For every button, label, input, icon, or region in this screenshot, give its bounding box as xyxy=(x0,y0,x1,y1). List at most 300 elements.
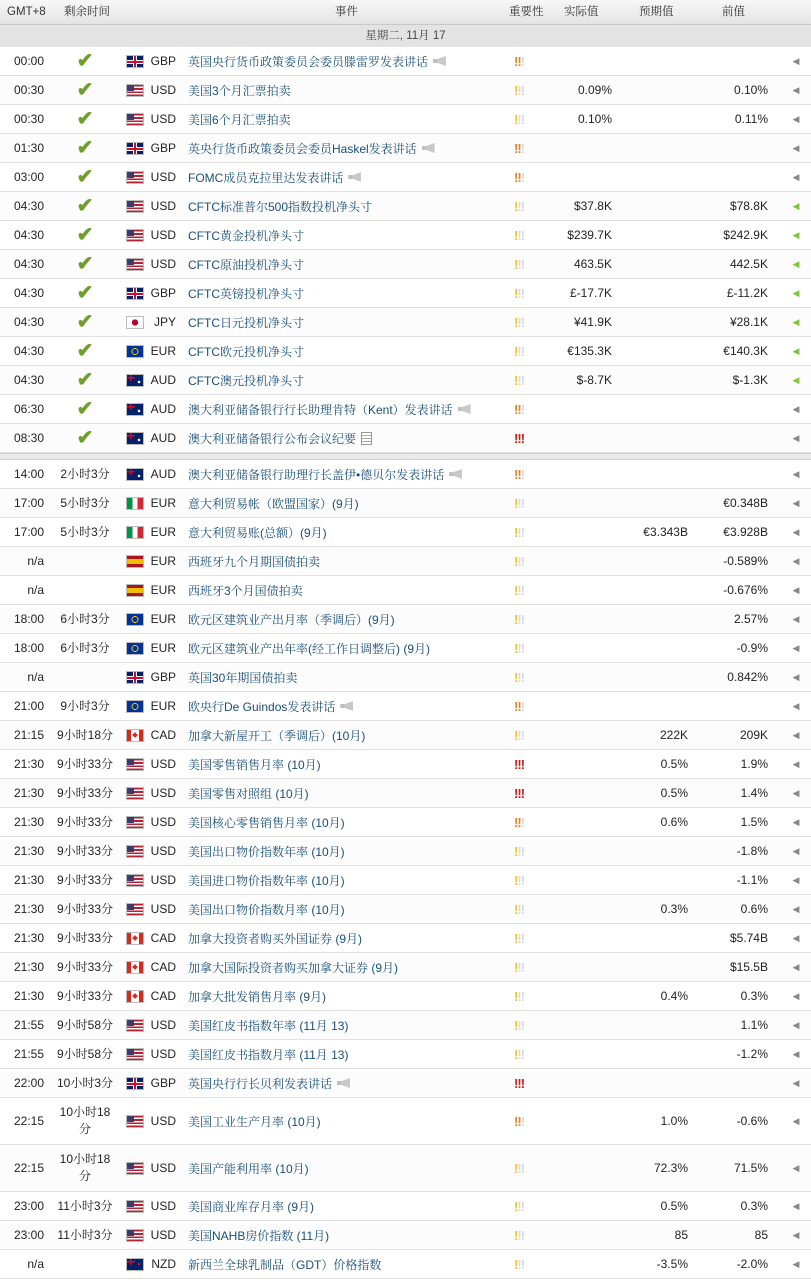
event-link[interactable]: 新西兰全球乳制品（GDT）价格指数 xyxy=(188,1257,382,1272)
importance-mark: ! xyxy=(514,872,518,888)
expand-arrow-icon[interactable]: ◀ xyxy=(792,432,800,443)
table-row[interactable] xyxy=(0,460,811,489)
forecast-value: 0.5% xyxy=(660,1199,688,1213)
event-link[interactable]: 加拿大批发销售月率 (9月) xyxy=(188,989,327,1004)
status-cell xyxy=(54,337,116,365)
table-row[interactable] xyxy=(0,163,811,192)
expand-arrow-icon[interactable]: ◀ xyxy=(792,903,800,914)
table-row[interactable] xyxy=(0,663,811,692)
event-time: 21:55 xyxy=(13,1018,44,1032)
event-link[interactable]: 欧元区建筑业产出年率(经工作日调整后) (9月) xyxy=(188,641,430,656)
importance-cell xyxy=(514,1011,544,1039)
table-row[interactable] xyxy=(0,1221,811,1250)
event-name[interactable] xyxy=(188,779,506,807)
importance-mark: ! xyxy=(514,430,518,446)
expand-arrow-icon[interactable]: ◀ xyxy=(792,729,800,740)
event-name[interactable] xyxy=(188,76,506,104)
expand-arrow-icon[interactable]: ◀ xyxy=(792,526,800,537)
forecast-value xyxy=(620,837,688,865)
event-link[interactable]: 澳大利亚储备银行助理行长盖伊•德贝尔发表讲话 xyxy=(188,467,445,482)
event-name[interactable] xyxy=(188,47,506,75)
table-row[interactable] xyxy=(0,1250,811,1279)
event-time: 04:30 xyxy=(13,373,44,387)
event-time: 04:30 xyxy=(13,199,44,213)
actual-value: $37.8K xyxy=(573,199,612,213)
event-link[interactable]: 英央行货币政策委员会委员Haskel发表讲话 xyxy=(188,141,417,156)
event-link[interactable]: CFTC澳元投机净头寸 xyxy=(188,373,304,388)
table-row[interactable] xyxy=(0,982,811,1011)
event-time: 22:00 xyxy=(13,1076,44,1090)
expand-arrow-icon[interactable]: ◀ xyxy=(792,113,800,124)
importance-cell xyxy=(514,837,544,865)
table-row[interactable] xyxy=(0,779,811,808)
importance-indicator xyxy=(514,141,524,156)
expand-arrow-icon[interactable]: ◀ xyxy=(792,758,800,769)
currency-code: USD xyxy=(150,199,176,213)
expand-arrow-icon[interactable]: ◀ xyxy=(792,1115,800,1126)
table-row[interactable] xyxy=(0,1098,811,1145)
table-row[interactable] xyxy=(0,634,811,663)
importance-mark: ! xyxy=(520,314,525,330)
actual-value xyxy=(548,47,612,75)
table-row[interactable] xyxy=(0,337,811,366)
importance-mark: ! xyxy=(514,843,518,859)
importance-cell xyxy=(514,721,544,749)
table-row[interactable] xyxy=(0,1069,811,1098)
event-link[interactable]: 澳大利亚储备银行行长助理肯特（Kent）发表讲话 xyxy=(188,402,453,417)
expand-arrow-icon[interactable]: ◀ xyxy=(792,1258,800,1269)
flag-icon-cad xyxy=(126,990,144,1003)
expand-arrow-icon[interactable]: ◀ xyxy=(792,1019,800,1030)
remaining-time: 9小时33分 xyxy=(56,930,114,945)
event-name[interactable] xyxy=(188,750,506,778)
forecast-value: 0.4% xyxy=(660,989,688,1003)
actual-value xyxy=(548,808,612,836)
expand-arrow-icon[interactable]: ◀ xyxy=(792,374,800,385)
event-name[interactable] xyxy=(188,808,506,836)
event-name[interactable] xyxy=(188,953,506,981)
event-link[interactable]: 美国零售销售月率 (10月) xyxy=(188,757,321,772)
importance-mark: ! xyxy=(514,111,518,127)
event-link[interactable]: CFTC日元投机净头寸 xyxy=(188,315,304,330)
expand-arrow-icon[interactable]: ◀ xyxy=(792,1077,800,1088)
flag-icon-usd xyxy=(126,1019,144,1032)
importance-indicator xyxy=(514,315,524,330)
expand-arrow-icon[interactable]: ◀ xyxy=(792,555,800,566)
actual-value: £-17.7K xyxy=(569,286,612,300)
event-link[interactable]: CFTC黄金投机净头寸 xyxy=(188,228,304,243)
flag-icon-aud xyxy=(126,374,144,387)
event-time: 04:30 xyxy=(13,344,44,358)
event-link[interactable]: 美国3个月汇票拍卖 xyxy=(188,83,291,98)
importance-indicator xyxy=(514,112,524,127)
event-link[interactable]: 澳大利亚储备银行公布会议纪要 xyxy=(188,431,357,446)
expand-arrow-icon[interactable]: ◀ xyxy=(792,287,800,298)
flag-icon-usd xyxy=(126,1162,144,1175)
actual-value xyxy=(548,953,612,981)
expand-arrow-icon[interactable]: ◀ xyxy=(792,1229,800,1240)
importance-mark: ! xyxy=(514,930,518,946)
table-row[interactable] xyxy=(0,808,811,837)
expand-arrow-icon[interactable]: ◀ xyxy=(792,990,800,1001)
importance-mark: ! xyxy=(514,227,518,243)
table-row[interactable] xyxy=(0,547,811,576)
table-row[interactable] xyxy=(0,605,811,634)
flag-icon-cad xyxy=(126,932,144,945)
speaker-icon xyxy=(348,172,361,182)
table-row[interactable] xyxy=(0,76,811,105)
importance-mark: ! xyxy=(517,785,521,801)
table-row[interactable] xyxy=(0,221,811,250)
event-name[interactable] xyxy=(188,192,506,220)
importance-mark: ! xyxy=(517,553,521,569)
remaining-time: 10小时18分 xyxy=(59,1152,111,1183)
actual-value xyxy=(548,663,612,691)
status-cell xyxy=(54,192,116,220)
event-name[interactable] xyxy=(188,837,506,865)
expand-arrow-icon[interactable]: ◀ xyxy=(792,642,800,653)
event-name[interactable] xyxy=(188,576,506,604)
event-link[interactable]: 美国产能利用率 (10月) xyxy=(188,1161,309,1176)
importance-mark: ! xyxy=(520,988,525,1004)
event-link[interactable]: 美国核心零售销售月率 (10月) xyxy=(188,815,345,830)
importance-mark: ! xyxy=(517,82,521,98)
currency-code: AUD xyxy=(150,402,176,416)
importance-mark: ! xyxy=(514,785,518,801)
event-name[interactable] xyxy=(188,279,506,307)
table-row[interactable] xyxy=(0,895,811,924)
expand-arrow-icon[interactable]: ◀ xyxy=(792,671,800,682)
event-name[interactable] xyxy=(188,692,506,720)
table-row[interactable] xyxy=(0,424,811,453)
importance-indicator xyxy=(514,199,524,214)
event-name[interactable] xyxy=(188,221,506,249)
importance-mark: ! xyxy=(520,901,525,917)
currency-code: USD xyxy=(150,902,176,916)
event-link[interactable]: 美国红皮书指数月率 (11月 13) xyxy=(188,1047,349,1062)
event-link[interactable]: 意大利贸易帐（欧盟国家）(9月) xyxy=(188,496,359,511)
checkmark-icon: ✔ xyxy=(76,78,94,101)
importance-mark: ! xyxy=(517,198,521,214)
event-name[interactable] xyxy=(188,424,506,452)
importance-mark: ! xyxy=(517,314,521,330)
event-link[interactable]: 加拿大国际投资者购买加拿大证券 (9月) xyxy=(188,960,399,975)
event-link[interactable]: 英国央行货币政策委员会委员滕雷罗发表讲话 xyxy=(188,54,429,69)
importance-mark: ! xyxy=(517,1046,521,1062)
importance-indicator xyxy=(514,786,524,801)
event-link[interactable]: CFTC原油投机净头寸 xyxy=(188,257,304,272)
event-name[interactable] xyxy=(188,1011,506,1039)
expand-arrow-icon[interactable]: ◀ xyxy=(792,1162,800,1173)
importance-mark: ! xyxy=(520,1256,525,1272)
event-name[interactable] xyxy=(188,1069,506,1097)
event-name[interactable] xyxy=(188,605,506,633)
expand-arrow-icon[interactable]: ◀ xyxy=(792,403,800,414)
event-time: 21:15 xyxy=(13,728,44,742)
event-name[interactable] xyxy=(188,308,506,336)
importance-cell xyxy=(514,460,544,488)
table-row[interactable] xyxy=(0,366,811,395)
expand-arrow-icon[interactable]: ◀ xyxy=(792,584,800,595)
importance-mark: ! xyxy=(517,611,521,627)
event-link[interactable]: 美国零售对照组 (10月) xyxy=(188,786,309,801)
importance-mark: ! xyxy=(517,1075,521,1091)
table-row[interactable] xyxy=(0,1192,811,1221)
event-link[interactable]: CFTC英镑投机净头寸 xyxy=(188,286,304,301)
checkmark-icon: ✔ xyxy=(76,136,94,159)
expand-arrow-icon[interactable]: ◀ xyxy=(792,142,800,153)
event-link[interactable]: 英国30年期国债拍卖 xyxy=(188,670,298,685)
importance-mark: ! xyxy=(514,698,518,714)
expand-arrow-icon[interactable]: ◀ xyxy=(792,55,800,66)
importance-indicator xyxy=(514,931,524,946)
event-link[interactable]: 美国出口物价指数月率 (10月) xyxy=(188,902,345,917)
previous-value: 0.3% xyxy=(740,989,768,1003)
importance-mark: ! xyxy=(517,1160,521,1176)
event-time: 21:30 xyxy=(13,989,44,1003)
forecast-value xyxy=(620,221,688,249)
event-name[interactable] xyxy=(188,721,506,749)
event-link[interactable]: CFTC欧元投机净头寸 xyxy=(188,344,304,359)
event-name[interactable] xyxy=(188,105,506,133)
header-event: 事件 xyxy=(335,6,358,18)
event-name[interactable] xyxy=(188,663,506,691)
importance-mark: ! xyxy=(520,466,525,482)
remaining-time: 9小时58分 xyxy=(56,1017,114,1032)
event-name[interactable] xyxy=(188,460,506,488)
table-row[interactable] xyxy=(0,750,811,779)
event-link[interactable]: 欧元区建筑业产出月率（季调后）(9月) xyxy=(188,612,395,627)
importance-cell xyxy=(514,605,544,633)
table-row[interactable] xyxy=(0,518,811,547)
expand-arrow-icon[interactable]: ◀ xyxy=(792,468,800,479)
event-link[interactable]: 美国NAHB房价指数 (11月) xyxy=(188,1228,330,1243)
event-name[interactable] xyxy=(188,489,506,517)
currency-code: USD xyxy=(150,1161,176,1175)
flag-icon-eur-it xyxy=(126,526,144,539)
actual-value: 463.5K xyxy=(573,257,612,271)
importance-mark: ! xyxy=(520,1227,525,1243)
status-cell xyxy=(54,424,116,452)
importance-mark: ! xyxy=(517,256,521,272)
remaining-time: 9小时33分 xyxy=(56,901,114,916)
event-link[interactable]: 西班牙3个月国债拍卖 xyxy=(188,583,303,598)
event-time: 21:30 xyxy=(13,815,44,829)
event-name[interactable] xyxy=(188,1098,506,1144)
forecast-value xyxy=(620,76,688,104)
event-time: 21:30 xyxy=(13,844,44,858)
event-name[interactable] xyxy=(188,395,506,423)
table-row[interactable] xyxy=(0,489,811,518)
event-link[interactable]: CFTC标准普尔500指数投机净头寸 xyxy=(188,199,373,214)
previous-value xyxy=(700,692,768,720)
event-name[interactable] xyxy=(188,634,506,662)
flag-icon-gbp xyxy=(126,1077,144,1090)
table-row[interactable] xyxy=(0,1011,811,1040)
event-link[interactable]: 美国商业库存月率 (9月) xyxy=(188,1199,315,1214)
header-actual: 实际值 xyxy=(564,6,599,18)
header-previous: 前值 xyxy=(722,6,745,18)
table-row[interactable] xyxy=(0,866,811,895)
importance-mark: ! xyxy=(514,756,518,772)
previous-value: 1.1% xyxy=(740,1018,768,1032)
importance-mark: ! xyxy=(514,1256,518,1272)
event-name[interactable] xyxy=(188,1221,506,1249)
importance-mark: ! xyxy=(517,843,521,859)
expand-arrow-icon[interactable]: ◀ xyxy=(792,316,800,327)
event-name[interactable] xyxy=(188,547,506,575)
event-name[interactable] xyxy=(188,163,506,191)
event-time: 04:30 xyxy=(13,257,44,271)
event-name[interactable] xyxy=(188,250,506,278)
actual-value xyxy=(548,924,612,952)
event-name[interactable] xyxy=(188,1145,506,1191)
event-link[interactable]: 西班牙九个月期国债拍卖 xyxy=(188,554,321,569)
forecast-value xyxy=(620,395,688,423)
importance-mark: ! xyxy=(520,814,525,830)
forecast-value xyxy=(620,576,688,604)
event-time: 23:00 xyxy=(13,1199,44,1213)
expand-arrow-icon[interactable]: ◀ xyxy=(792,345,800,356)
previous-value: 1.5% xyxy=(740,815,768,829)
actual-value xyxy=(548,721,612,749)
table-row[interactable] xyxy=(0,1040,811,1069)
actual-value xyxy=(548,134,612,162)
expand-arrow-icon[interactable]: ◀ xyxy=(792,845,800,856)
importance-mark: ! xyxy=(517,495,521,511)
remaining-time: 6小时3分 xyxy=(60,640,110,655)
importance-mark: ! xyxy=(514,256,518,272)
event-time: 21:30 xyxy=(13,757,44,771)
expand-arrow-icon[interactable]: ◀ xyxy=(792,787,800,798)
importance-mark: ! xyxy=(514,988,518,1004)
table-row[interactable] xyxy=(0,47,811,76)
event-name[interactable] xyxy=(188,895,506,923)
importance-mark: ! xyxy=(514,814,518,830)
expand-arrow-icon[interactable]: ◀ xyxy=(792,258,800,269)
event-name[interactable] xyxy=(188,1192,506,1220)
event-time: 18:00 xyxy=(13,641,44,655)
importance-mark: ! xyxy=(517,466,521,482)
expand-arrow-icon[interactable]: ◀ xyxy=(792,1048,800,1059)
previous-value: €140.3K xyxy=(723,344,768,358)
importance-mark: ! xyxy=(514,611,518,627)
actual-value xyxy=(548,1011,612,1039)
event-name[interactable] xyxy=(188,337,506,365)
table-row[interactable] xyxy=(0,924,811,953)
importance-mark: ! xyxy=(514,1227,518,1243)
actual-value xyxy=(548,866,612,894)
checkmark-icon: ✔ xyxy=(76,397,94,420)
importance-indicator xyxy=(514,373,524,388)
header-timezone[interactable]: GMT+8 xyxy=(7,6,46,18)
table-row[interactable] xyxy=(0,837,811,866)
table-row[interactable] xyxy=(0,308,811,337)
expand-arrow-icon[interactable]: ◀ xyxy=(792,1200,800,1211)
importance-mark: ! xyxy=(520,930,525,946)
speaker-icon xyxy=(433,56,446,66)
event-link[interactable]: 欧央行De Guindos发表讲话 xyxy=(188,699,336,714)
event-name[interactable] xyxy=(188,866,506,894)
event-link[interactable]: 意大利贸易账(总额）(9月) xyxy=(188,525,327,540)
table-row[interactable] xyxy=(0,105,811,134)
table-row[interactable] xyxy=(0,576,811,605)
expand-arrow-icon[interactable]: ◀ xyxy=(792,229,800,240)
event-name[interactable] xyxy=(188,366,506,394)
expand-arrow-icon[interactable]: ◀ xyxy=(792,84,800,95)
expand-arrow-icon[interactable]: ◀ xyxy=(792,961,800,972)
table-row[interactable] xyxy=(0,192,811,221)
importance-mark: ! xyxy=(514,1017,518,1033)
currency-code: EUR xyxy=(150,496,176,510)
importance-mark: ! xyxy=(520,640,525,656)
expand-arrow-icon[interactable]: ◀ xyxy=(792,171,800,182)
expand-arrow-icon[interactable]: ◀ xyxy=(792,613,800,624)
section-separator xyxy=(0,453,811,460)
table-row[interactable] xyxy=(0,134,811,163)
event-link[interactable]: FOMC成员克拉里达发表讲话 xyxy=(188,170,344,185)
expand-arrow-icon[interactable]: ◀ xyxy=(792,816,800,827)
status-cell xyxy=(54,366,116,394)
table-row[interactable] xyxy=(0,721,811,750)
event-name[interactable] xyxy=(188,1250,506,1278)
event-name[interactable] xyxy=(188,924,506,952)
event-link[interactable]: 美国进口物价指数年率 (10月) xyxy=(188,873,345,888)
forecast-value xyxy=(620,1011,688,1039)
event-name[interactable] xyxy=(188,982,506,1010)
expand-arrow-icon[interactable]: ◀ xyxy=(792,874,800,885)
event-link[interactable]: 美国出口物价指数年率 (10月) xyxy=(188,844,345,859)
event-name[interactable] xyxy=(188,518,506,546)
table-row[interactable] xyxy=(0,692,811,721)
table-row[interactable] xyxy=(0,395,811,424)
event-link[interactable]: 美国6个月汇票拍卖 xyxy=(188,112,291,127)
event-link[interactable]: 美国工业生产月率 (10月) xyxy=(188,1114,321,1129)
expand-arrow-icon[interactable]: ◀ xyxy=(792,497,800,508)
importance-cell xyxy=(514,518,544,546)
event-name[interactable] xyxy=(188,134,506,162)
importance-cell xyxy=(514,1192,544,1220)
importance-mark: ! xyxy=(517,901,521,917)
importance-cell xyxy=(514,395,544,423)
event-link[interactable]: 加拿大新屋开工（季调后）(10月) xyxy=(188,728,366,743)
currency-code: EUR xyxy=(150,699,176,713)
importance-indicator xyxy=(514,1018,524,1033)
importance-indicator xyxy=(514,612,524,627)
currency-code: USD xyxy=(150,112,176,126)
event-link[interactable]: 美国红皮书指数年率 (11月 13) xyxy=(188,1018,349,1033)
expand-arrow-icon[interactable]: ◀ xyxy=(792,932,800,943)
event-name[interactable] xyxy=(188,1040,506,1068)
table-row[interactable] xyxy=(0,1145,811,1192)
importance-mark: ! xyxy=(517,756,521,772)
checkmark-icon: ✔ xyxy=(76,107,94,130)
table-row[interactable] xyxy=(0,250,811,279)
event-link[interactable]: 加拿大投资者购买外国证券 (9月) xyxy=(188,931,363,946)
importance-mark: ! xyxy=(520,256,525,272)
remaining-time xyxy=(54,663,116,691)
event-link[interactable]: 英国央行行长贝利发表讲话 xyxy=(188,1076,333,1091)
importance-cell xyxy=(514,895,544,923)
table-row[interactable] xyxy=(0,279,811,308)
importance-mark: ! xyxy=(517,53,521,69)
checkmark-icon: ✔ xyxy=(76,223,94,246)
expand-arrow-icon[interactable]: ◀ xyxy=(792,200,800,211)
actual-value xyxy=(548,982,612,1010)
event-time: 08:30 xyxy=(13,431,44,445)
table-row[interactable] xyxy=(0,953,811,982)
expand-arrow-icon[interactable]: ◀ xyxy=(792,700,800,711)
